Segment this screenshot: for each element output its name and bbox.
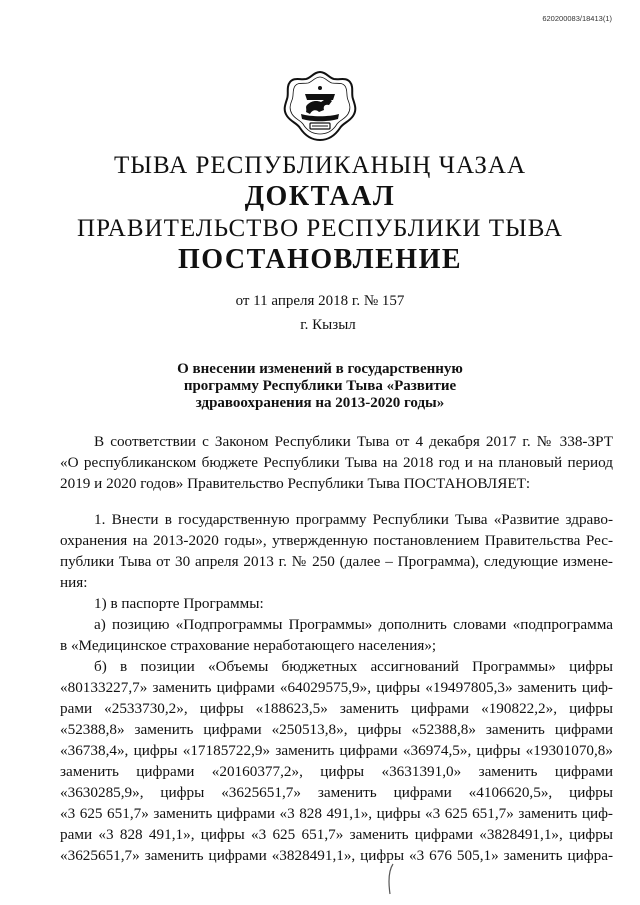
subject-line: здравоохранения на 2013-2020 годы» [195, 395, 445, 411]
document-registration-number: 620200083/18413(1) [542, 14, 612, 23]
subitem-a-line: а) позицию «Подпрограммы Программы» дополнить словами «подпрограмма [94, 616, 613, 633]
subject-line: О внесении изменений в государственную [177, 361, 463, 377]
subitem-b-line: «36738,4», цифры «17185722,9» заменить цифрами «36974,5», цифры «19301070,8» [60, 742, 613, 759]
document-body [60, 431, 613, 866]
resolution-date-number: от 11 апреля 2018 г. № 157 [235, 293, 405, 309]
title-tuvan-government: ТЫВА РЕСПУБЛИКАНЫҢ ЧАЗАА [113, 152, 527, 179]
title-russian-government: ПРАВИТЕЛЬСТВО РЕСПУБЛИКИ ТЫВА [77, 215, 563, 242]
resolution-subject [0, 361, 640, 412]
preamble-line: 2019 и 2020 годов» Правительство Республики Тыва ПОСТАНОВЛЯЕТ: [60, 475, 531, 492]
subject-line: программу Республики Тыва «Развитие [183, 378, 457, 394]
republic-of-tuva-emblem [283, 70, 357, 142]
title-tuvan-resolution: ДОКТААЛ [244, 181, 396, 212]
preamble-line: «О республиканском бюджете Республики Тыва на 2018 год и на плановый период [60, 454, 613, 471]
item-1-line: охранения на 2013-2020 годы», утвержденную постановлением Правительства Рес- [60, 532, 613, 549]
preamble-line: В соответствии с Законом Республики Тыва от 4 декабря 2017 г. № 338-ЗРТ [94, 433, 613, 450]
subitem-a-line: в «Медицинское страхование неработающего населения»; [60, 637, 437, 654]
subitem-b-line: б) в позиции «Объемы бюджетных ассигнований Программы» цифры [94, 658, 613, 675]
subitem-b-line: «52388,8» заменить цифрами «250513,8», цифры «52388,8» заменить цифрами [60, 721, 613, 738]
resolution-city: г. Кызыл [300, 317, 356, 333]
subitem-b-line: рами «2533730,2», цифры «188623,5» заменить цифрами «190822,2», цифры [60, 700, 613, 717]
subitem-b-line: «80133227,7» заменить цифрами «64029575,9», цифры «19497805,3» заменить циф- [60, 679, 613, 696]
title-russian-resolution: ПОСТАНОВЛЕНИЕ [177, 244, 463, 275]
subitem-b-line: рами «3 828 491,1», цифры «3 625 651,7» заменить цифрами «3828491,1», цифры [60, 826, 613, 843]
subitem-b-line: «3 625 651,7» заменить цифрами «3 828 491,1», цифры «3 625 651,7» заменить циф- [60, 805, 613, 822]
subitem-1-passport: 1) в паспорте Программы: [94, 595, 264, 612]
pen-mark [384, 862, 398, 896]
subitem-b-line: «3630285,9», цифры «3625651,7» заменить цифрами «4106620,5», цифры [60, 784, 613, 801]
subitem-b-line: «3625651,7» заменить цифрами «3828491,1», цифры «3 676 505,1» заменить цифра- [60, 847, 613, 864]
item-1-line: ния: [60, 574, 88, 591]
subitem-b-line: заменить цифрами «20160377,2», цифры «3631391,0» заменить цифрами [60, 763, 613, 780]
item-1-line: публики Тыва от 30 апреля 2013 г. № 250 (далее – Программа), следующие измене- [60, 553, 613, 570]
item-1-line: 1. Внести в государственную программу Республики Тыва «Развитие здраво- [94, 511, 613, 528]
